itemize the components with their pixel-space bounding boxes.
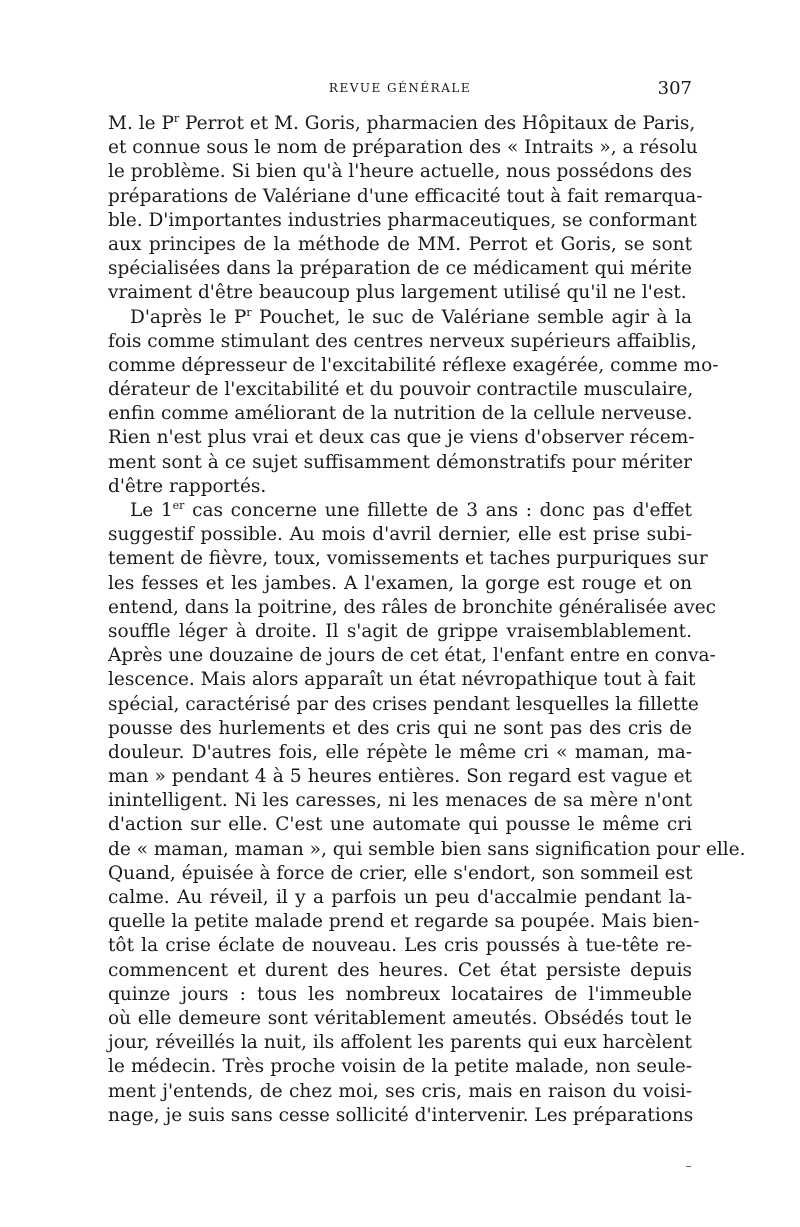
text-line: ment j'entends, de chez moi, ses cris, mais en raison du voisi- [108, 1080, 692, 1102]
text-line: spécial, caractérisé par des crises pendant lesquelles la fillette [108, 693, 699, 715]
page-number: 307 [657, 78, 692, 99]
text-line: vraiment d'être beaucoup plus largement utilisé qu'il ne l'est. [108, 282, 687, 304]
text-line: man » pendant 4 à 5 heures entières. Son regard est vague et [108, 766, 692, 788]
text-line: suggestif possible. Au mois d'avril dernier, elle est prise subi- [108, 524, 692, 546]
text-line: ble. D'importantes industries pharmaceutiques, se conformant [108, 209, 697, 231]
text-line: Le 1er cas concerne une fillette de 3 ans : donc pas d'effet [130, 498, 692, 521]
text-line: souffle léger à droite. Il s'agit de grippe vraisemblablement. [108, 620, 692, 642]
text-line: Rien n'est plus vrai et deux cas que je viens d'observer récem- [108, 427, 695, 449]
text-line: et connue sous le nom de préparation des « Intraits », a résolu [108, 137, 698, 159]
text-line: quelle la petite malade prend et regarde sa poupée. Mais bien- [108, 911, 700, 933]
text-line: le problème. Si bien qu'à l'heure actuelle, nous possédons des [108, 161, 692, 183]
text-line: spécialisées dans la préparation de ce médicament qui mérite [108, 258, 692, 280]
running-title: REVUE GÉNÉRALE [328, 81, 472, 95]
body-text [108, 111, 746, 1128]
text-line: où elle demeure sont véritablement ameutés. Obsédés tout le [108, 1007, 692, 1029]
text-line: pousse des hurlements et des cris qui ne sont pas des cris de [108, 717, 692, 739]
text-line: nage, je suis sans cesse sollicité d'intervenir. Les préparations [108, 1104, 694, 1126]
text-line: d'action sur elle. C'est une automate qui pousse le même cri [108, 814, 692, 836]
text-line: jour, réveillés la nuit, ils affolent les parents qui eux harcèlent [108, 1032, 692, 1054]
text-line: comme dépresseur de l'excitabilité réflexe exagérée, comme mo- [108, 354, 719, 376]
running-head [108, 78, 692, 100]
text-line: M. le $P^r$ Perrot et M. Goris, pharmacien des Hôpitaux de Paris, [108, 111, 696, 134]
text-line: lescence. Mais alors apparaît un état névropathique tout à fait [108, 669, 696, 691]
text-line: le médecin. Très proche voisin de la petite malade, non seule- [108, 1056, 692, 1078]
text-line: d'être rapportés. [108, 475, 267, 497]
text-line: inintelligent. Ni les caresses, ni les menaces de sa mère n'ont [108, 790, 692, 812]
text-line: préparations de Valériane d'une efficacité tout à fait remarqua- [108, 185, 703, 207]
text-line: commencent et durent des heures. Cet état persiste depuis [108, 959, 692, 981]
text-line: ment sont à ce sujet suffisamment démonstratifs pour mériter [108, 451, 692, 473]
text-line: fois comme stimulant des centres nerveux supérieurs affaiblis, [108, 330, 697, 352]
text-line: D'après le $P^r$ Pouchet, le suc de Valériane semble agir à la [130, 305, 692, 328]
text-line: entend, dans la poitrine, des râles de bronchite généralisée avec [108, 596, 717, 618]
text-line: enfin comme améliorant de la nutrition de la cellule nerveuse. [108, 403, 693, 425]
text-line: aux principes de la méthode de MM. Perrot et Goris, se sont [108, 233, 692, 255]
text-line: de « maman, maman », qui semble bien sans signification pour elle. [108, 838, 746, 860]
text-line: quinze jours : tous les nombreux locataires de l'immeuble [108, 983, 692, 1005]
text-line: tement de fièvre, toux, vomissements et taches purpuriques sur [108, 548, 708, 570]
text-line: calme. Au réveil, il y a parfois un peu d'accalmie pendant la- [108, 887, 692, 908]
text-line: Après une douzaine de jours de cet état, l'enfant entre en conva- [108, 645, 716, 667]
text-line: douleur. D'autres fois, elle répète le même cri « maman, ma- [108, 741, 692, 763]
text-line: les fesses et les jambes. A l'examen, la gorge est rouge et on [108, 572, 692, 594]
text-line: Quand, épuisée à force de crier, elle s'endort, son sommeil est [108, 862, 693, 884]
printer-mark [686, 1166, 691, 1167]
text-line: tôt la crise éclate de nouveau. Les cris poussés à tue-tête re- [108, 935, 692, 957]
text-line: dérateur de l'excitabilité et du pouvoir contractile musculaire, [108, 379, 694, 401]
